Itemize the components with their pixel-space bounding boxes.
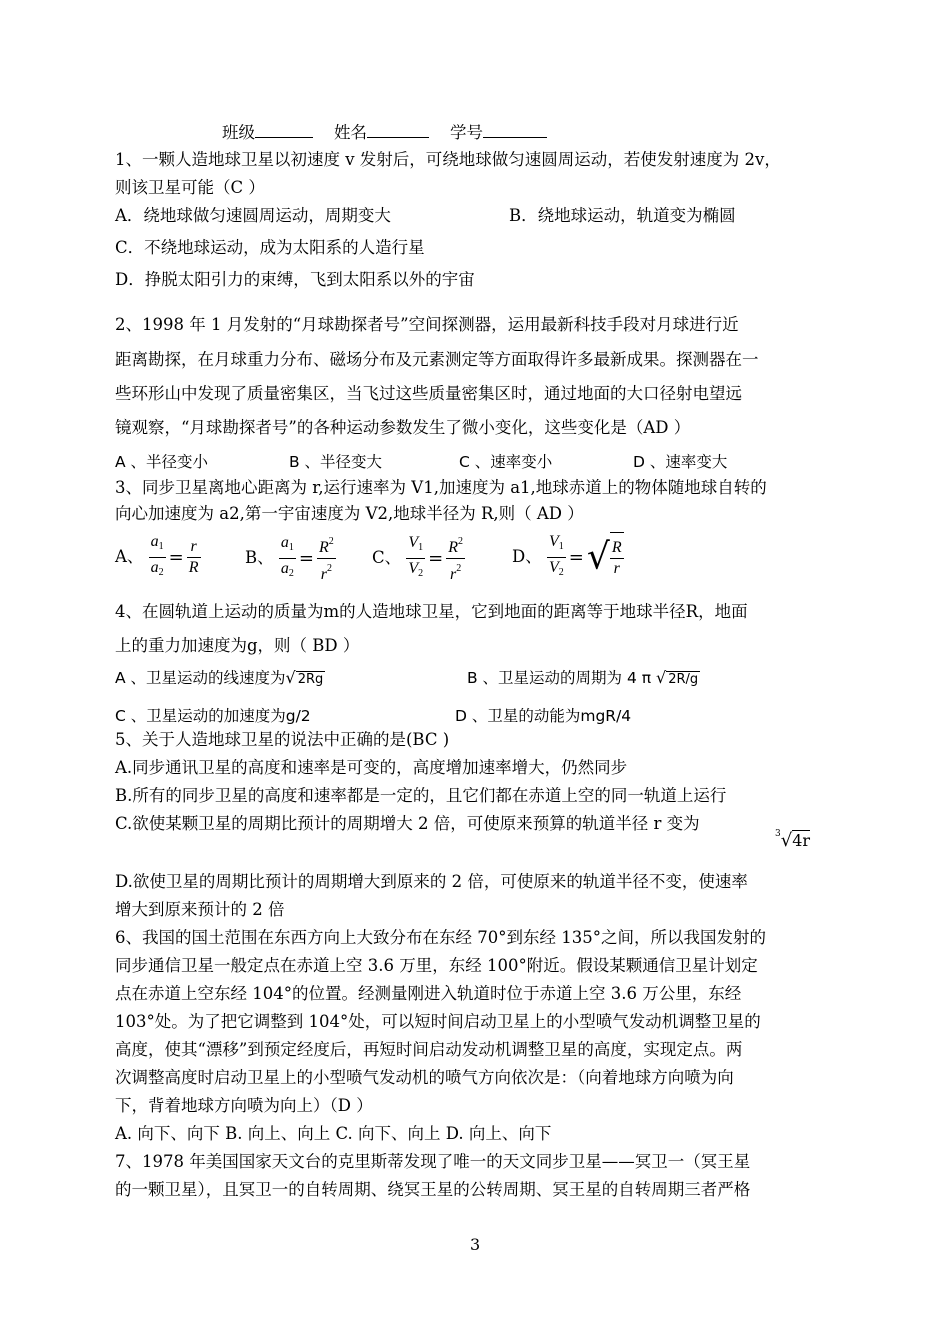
cube-root-4r: $^3$√4r [775, 829, 811, 851]
id-label: 学号 [449, 123, 483, 142]
q2-option-a: A 、半径变小 [115, 453, 209, 471]
q2-line2: 距离勘探，在月球重力分布、磁场分布及元素测定等方面取得许多最新成果。探测器在一 [115, 350, 759, 369]
q4-option-a: A 、卫星运动的线速度为√ 2Rg [115, 668, 324, 687]
q4-line1: 4、在圆轨道上运动的质量为m的人造地球卫星，它到地面的距离等于地球半径R，地面 [115, 602, 748, 621]
name-blank[interactable] [367, 122, 429, 138]
q3-line1: 3、同步卫星离地心距离为 r,运行速率为 V1,加速度为 a1,地球赤道上的物体随地球自转的 [115, 478, 767, 497]
fraction-a1-a2: $\frac{a_1}{a_2}$ [280, 534, 294, 579]
q3-option-a: A、 $\frac{a_1}{a_2}$ = $\frac{r}{R}$ [115, 532, 201, 583]
id-blank[interactable] [483, 122, 547, 138]
q1-option-c: C．不绕地球运动，成为太阳系的人造行星 [115, 238, 425, 257]
q5-option-b: B.所有的同步卫星的高度和速率都是一定的，且它们都在赤道上空的同一轨道上运行 [115, 786, 727, 805]
q1-options-ab [115, 206, 845, 226]
fraction-V1-V2: $\frac{V_1}{V_2}$ [548, 533, 564, 578]
q4-options-cd [115, 706, 845, 726]
page-number: 3 [470, 1235, 481, 1254]
q2-option-b: B 、半径变大 [289, 453, 383, 471]
q7-line1: 7、1978 年美国国家天文台的克里斯蒂发现了唯一的天文同步卫星——冥卫一（冥王星 [115, 1152, 751, 1171]
name-label: 姓名 [333, 123, 367, 142]
q6-options: A. 向下、向下 B. 向上、向上 C. 向下、向上 D. 向上、向下 [115, 1124, 552, 1143]
q5-option-d-line2: 增大到原来预计的 2 倍 [115, 900, 285, 919]
q4-line2: 上的重力加速度为g，则（ BD ） [115, 636, 360, 655]
header-row [222, 122, 950, 143]
q3-option-b: B、 $\frac{a_1}{a_2}$ = $\frac{R^2}{r^2}$ [245, 534, 334, 583]
fraction-R2-r2: $\frac{R^2}{r^2}$ [317, 532, 336, 585]
q3-line2: 向心加速度为 a2,第一宇宙速度为 V2,地球半径为 R,则（ AD ） [115, 504, 584, 523]
fraction-V1-V2: $\frac{V_1}{V_2}$ [408, 534, 424, 579]
q6-line2: 同步通信卫星一般定点在赤道上空 3.6 万里，东经 100°附近。假设某颗通信卫星计划定 [115, 956, 758, 975]
q6-line4: 103°处。为了把它调整到 104°处，可以短时间启动卫星上的小型喷气发动机调整卫星的 [115, 1012, 761, 1031]
q2-line4: 镜观察，“月球勘探者号”的各种运动参数发生了微小变化，这些变化是（AD ） [115, 418, 691, 437]
q7-line2: 的一颗卫星），且冥卫一的自转周期、绕冥王星的公转周期、冥王星的自转周期三者严格 [115, 1180, 751, 1199]
fraction-a1-a2: $\frac{a_1}{a_2}$ [150, 533, 164, 578]
q2-line1: 2、1998 年 1 月发射的“月球勘探者号”空间探测器，运用最新科技手段对月球进行近 [115, 315, 739, 334]
q4-option-d: D 、卫星的动能为mgR/4 [455, 707, 632, 725]
q6-line5: 高度，使其“漂移”到预定经度后，再短时间启动发动机调整卫星的高度，实现定点。两 [115, 1040, 743, 1059]
fraction-R2-r2: $\frac{R^2}{r^2}$ [446, 532, 465, 585]
class-blank[interactable] [255, 122, 313, 138]
q3-option-c: C、 $\frac{V_1}{V_2}$ = $\frac{R^2}{r^2}$ [372, 534, 464, 583]
q6-line7: 下，背着地球方向喷为向上）（D ） [115, 1096, 373, 1115]
q5-option-a: A.同步通讯卫星的高度和速率是可变的，高度增加速率增大，仍然同步 [115, 758, 628, 777]
q6-line6: 次调整高度时启动卫星上的小型喷气发动机的喷气方向依次是：（向着地球方向喷为向 [115, 1068, 734, 1087]
q2-options [115, 452, 845, 472]
q1-option-a: A．绕地球做匀速圆周运动，周期变大 [115, 206, 391, 225]
q6-line1: 6、我国的国土范围在东西方向上大致分布在东经 70°到东经 135°之间，所以我国发射的 [115, 928, 766, 947]
q2-option-c: C 、速率变小 [459, 453, 553, 471]
q1-stem-line1: 1、一颗人造地球卫星以初速度 v 发射后，可绕地球做匀速圆周运动，若使发射速度为 2v， [115, 150, 781, 169]
fraction-r-R: $\frac{r}{R}$ [188, 538, 199, 576]
q3-options [115, 532, 845, 582]
q5-stem: 5、关于人造地球卫星的说法中正确的是(BC ) [115, 730, 450, 749]
q5-option-d-line1: D.欲使卫星的周期比预计的周期增大到原来的 2 倍，可使原来的轨道半径不变，使速率 [115, 872, 748, 891]
q4-option-c: C 、卫星运动的加速度为g/2 [115, 707, 311, 725]
q1-option-d: D．挣脱太阳引力的束缚，飞到太阳系以外的宇宙 [115, 270, 475, 289]
q1-option-b: B．绕地球运动，轨道变为椭圆 [509, 206, 736, 225]
sqrt-R-over-r: √ $\frac{R}{r}$ [587, 532, 624, 583]
class-label: 班级 [222, 123, 255, 142]
q4-options-ab [115, 668, 845, 688]
q2-line3: 些环形山中发现了质量密集区，当飞过这些质量密集区时，通过地面的大口径射电望远 [115, 384, 742, 403]
q4-option-b: B 、卫星运动的周期为 4 π √ 2R/g [467, 668, 699, 687]
q6-line3: 点在赤道上空东经 104°的位置。经测量刚进入轨道时位于赤道上空 3.6 万公里，东经 [115, 984, 742, 1003]
q3-option-d: D、 $\frac{V_1}{V_2}$ =√ $\frac{R}{r}$ [512, 532, 624, 583]
q2-option-d: D 、速率变大 [633, 453, 728, 471]
q5-option-c: C.欲使某颗卫星的周期比预计的周期增大 2 倍，可使原来预算的轨道半径 r 变为 $^3$√4r [115, 814, 811, 851]
q1-stem-line2: 则该卫星可能（C ） [115, 178, 265, 197]
